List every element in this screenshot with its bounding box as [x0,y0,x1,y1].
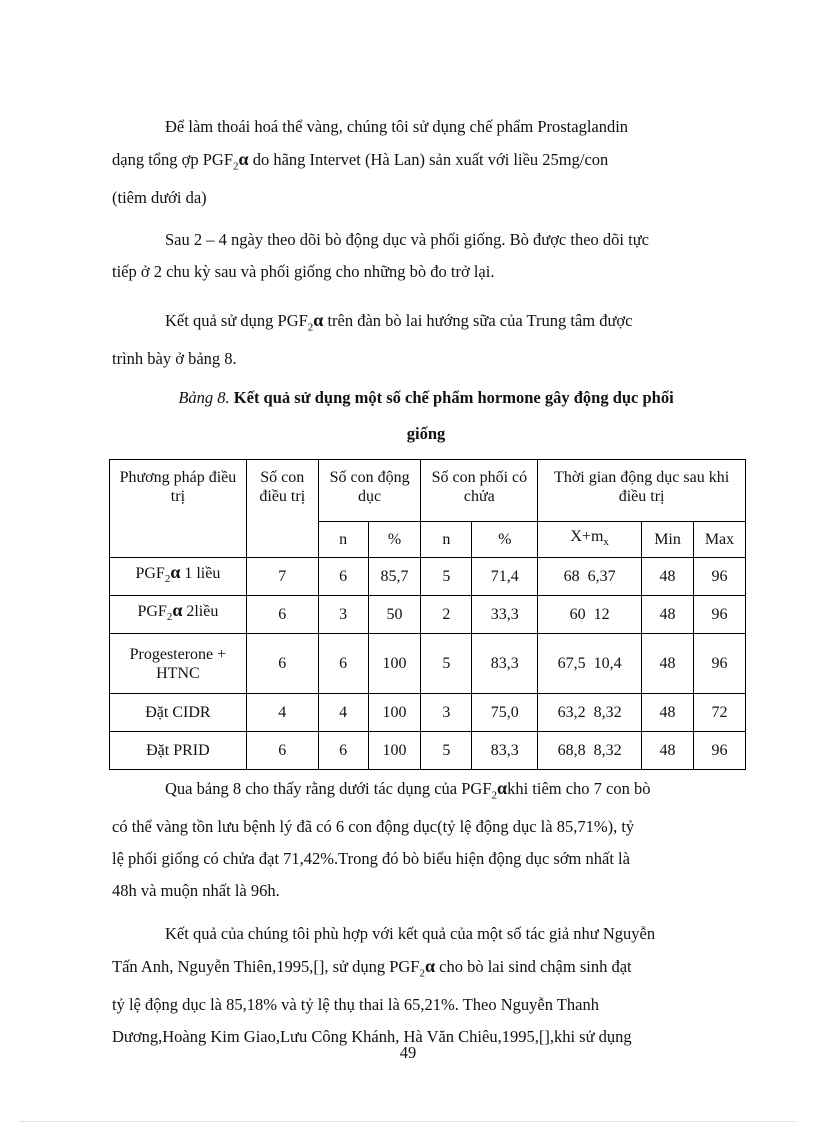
cell-treated: 4 [246,694,318,732]
cell-max: 96 [694,732,746,770]
text-span: 1 liều [180,565,221,583]
cell-treated: 6 [246,596,318,634]
paragraph-2 [112,224,740,288]
paragraph-3 [112,304,740,375]
cell-max: 72 [694,694,746,732]
cell-max: 96 [694,634,746,694]
header-n: n [421,522,472,558]
cell-percent: 71,4 [472,558,538,596]
text-span: Tấn Anh, Nguyễn Thiên,1995,[], sử dụng PGF [112,957,420,976]
paragraph-4 [112,772,740,907]
subscript: 2 [233,160,239,173]
subscript: 2 [419,967,425,980]
cell-treated: 7 [246,558,318,596]
cell-percent: 75,0 [472,694,538,732]
cell-max: 96 [694,558,746,596]
paragraph-5 [112,918,740,1053]
text-line: tỷ lệ động dục là 85,18% và tỷ lệ thụ thai là 65,21%. Theo Nguyễn Thanh [112,995,599,1015]
cell-percent: 33,3 [472,596,538,634]
results-table [109,459,746,770]
text-span: dạng tổng ợp PGF [112,150,234,169]
caption-line-2: giống [406,424,446,443]
cell-percent: 100 [368,634,421,694]
text-line: lệ phối giống có chửa đạt 71,42%.Trong đó bò biểu hiện động dục sớm nhất là [112,849,630,869]
table-row [110,694,746,732]
subscript: 2 [166,611,173,624]
cell-n: 2 [421,596,472,634]
cell-percent: 85,7 [368,558,421,596]
alpha-symbol: α [170,562,181,583]
header-max: Max [694,522,746,558]
text-line [112,304,740,343]
text-span: cho bò lai sind chậm sinh đạt [435,957,632,976]
text-line: Kết quả của chúng tôi phù hợp với kết quả của một số tác giả như Nguyễn [165,924,656,943]
header-percent: % [472,522,538,558]
cell-n: 5 [421,732,472,770]
alpha-symbol: α [238,149,249,169]
cell-mean: 68,8 8,32 [538,732,642,770]
text-span: 2liều [182,603,219,621]
alpha-symbol: α [497,778,508,798]
text-line [112,143,740,182]
text-line: có thể vàng tồn lưu bệnh lý đã có 6 con động dục(tỷ lệ động dục là 85,71%), tỷ [112,817,635,837]
cell-treated: 6 [246,634,318,694]
text-span: do hãng Intervet (Hà Lan) sản xuất với liều 25mg/con [248,150,609,169]
subscript: 2 [491,789,498,802]
table-header-row [110,460,746,522]
cell-method: Progesterone + HTNC [110,634,247,694]
caption-label: Bảng 8. [178,388,230,407]
table-row [110,596,746,634]
text-line: 48h và muộn nhất là 96h. [112,881,280,901]
text-line: Sau 2 – 4 ngày theo dõi bò động dục và phối giống. Bò được theo dõi tực [165,230,649,249]
caption-line-1 [112,380,740,416]
cell-min: 48 [642,596,694,634]
cell-n: 5 [421,558,472,596]
cell-n: 3 [421,694,472,732]
table-caption [112,380,740,452]
cell-min: 48 [642,694,694,732]
header-treated: Số con điều trị [246,460,318,558]
alpha-symbol: α [424,956,436,976]
cell-n: 6 [318,634,368,694]
cell-max: 96 [694,596,746,634]
cell-n: 4 [318,694,368,732]
text-line: Để làm thoái hoá thể vàng, chúng tôi sử dụng chế phẩm Prostaglandin [165,117,629,136]
subscript: 2 [164,573,171,586]
cell-percent: 50 [368,596,421,634]
header-percent: % [368,522,421,558]
paragraph-1 [112,111,740,214]
cell-percent: 83,3 [472,634,538,694]
header-min: Min [642,522,694,558]
header-pregnant: Số con phối có chửa [421,460,538,522]
text-line [112,950,740,989]
text-line: tiếp ở 2 chu kỳ sau và phối giống cho những bò đo trở lại. [112,262,495,281]
page-number: 49 [399,1043,417,1062]
cell-percent: 100 [368,732,421,770]
table-row [110,732,746,770]
page-bottom-rule [20,1121,796,1122]
cell-n: 3 [318,596,368,634]
text-span: trên đàn bò lai hướng sữa của Trung tâm được [323,311,633,330]
mean-symbol: X+m [570,527,604,545]
text-span: Kết quả sử dụng PGF [165,311,308,330]
text-span: khi tiêm cho 7 con bò [507,779,651,798]
cell-percent: 100 [368,694,421,732]
cell-method: Đặt PRID [110,732,247,770]
caption-title: Kết quả sử dụng một số chế phẩm hormone gây động dục phối [233,388,674,407]
cell-mean: 67,5 10,4 [538,634,642,694]
cell-n: 6 [318,558,368,596]
table-row [110,558,746,596]
cell-method [110,596,247,634]
cell-mean: 63,2 8,32 [538,694,642,732]
text-line: Dương,Hoàng Kim Giao,Lưu Công Khánh, Hà Văn Chiêu,1995,[],khi sử dụng [112,1027,632,1047]
cell-method [110,558,247,596]
alpha-symbol: α [313,310,324,330]
text-span: PGF [135,565,165,583]
cell-method: Đặt CIDR [110,694,247,732]
header-method: Phương pháp điều trị [110,460,247,558]
cell-mean: 60 12 [538,596,642,634]
text-span: Qua bảng 8 cho thấy rằng dưới tác dụng của PGF [165,779,492,798]
mean-subscript: x [603,536,609,549]
cell-treated: 6 [246,732,318,770]
cell-mean: 68 6,37 [538,558,642,596]
table-row [110,634,746,694]
text-span: PGF [137,603,167,621]
cell-min: 48 [642,732,694,770]
header-estrus: Số con động dục [318,460,421,522]
cell-percent: 83,3 [472,732,538,770]
cell-n: 5 [421,634,472,694]
cell-min: 48 [642,634,694,694]
header-n: n [318,522,368,558]
text-line: trình bày ở bảng 8. [112,349,237,369]
header-time: Thời gian động dục sau khi điều trị [538,460,746,522]
text-line [112,772,740,811]
text-line: (tiêm dưới da) [112,188,207,208]
cell-n: 6 [318,732,368,770]
subscript: 2 [307,321,314,334]
alpha-symbol: α [172,600,183,621]
header-mean [538,522,642,558]
cell-min: 48 [642,558,694,596]
